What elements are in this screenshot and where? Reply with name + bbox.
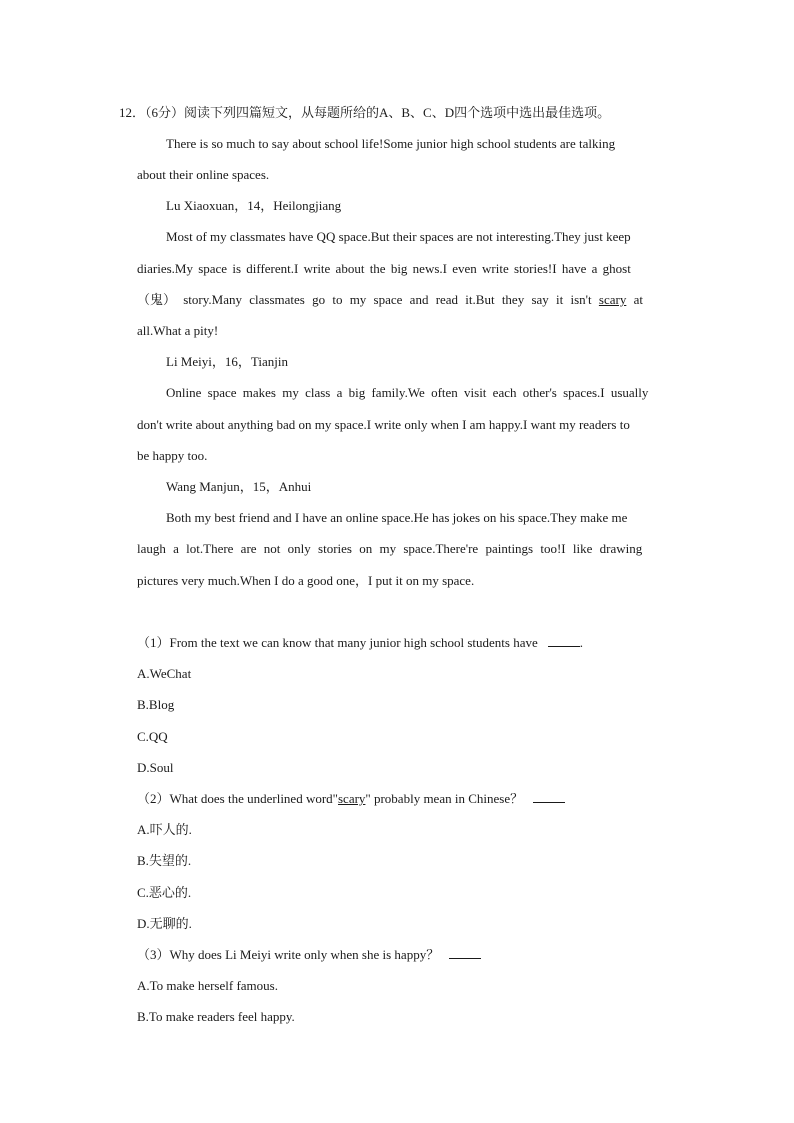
answer-option[interactable]: A.WeChat: [137, 666, 192, 681]
writer-name: Lu Xiaoxuan，14，Heilongjiang: [166, 198, 342, 213]
stem-end: .: [579, 635, 584, 650]
paragraph-line: laugh a lot.There are not only stories on my space.There're paintings too!I like drawing: [137, 541, 643, 556]
stem-text: （3）Why does Li Meiyi write only when she is happy？: [137, 947, 440, 962]
answer-blank[interactable]: [548, 634, 580, 647]
question-stem: [137, 946, 481, 964]
paragraph-line: Both my best friend and I have an online space.He has jokes on his space.They make me: [166, 510, 628, 525]
paragraph-line: don't write about anything bad on my space.I write only when I am happy.I want my readers to: [137, 417, 630, 432]
stem-text: （2）What does the underlined word": [137, 791, 338, 806]
underlined-word: scary: [337, 791, 366, 806]
answer-option[interactable]: D.无聊的.: [137, 916, 192, 931]
intro-text: There is so much to say about school life!Some junior high school students are talking: [166, 136, 616, 151]
passage-intro-line: about their online spaces.: [137, 167, 270, 182]
question-stem: [137, 790, 565, 808]
paragraph-line: pictures very much.When I do a good one，I put it on my space.: [137, 573, 475, 588]
paragraph-line: all.What a pity!: [137, 323, 219, 338]
writer-name: Wang Manjun，15，Anhui: [166, 479, 312, 494]
answer-option[interactable]: B.Blog: [137, 697, 175, 712]
answer-blank[interactable]: [449, 946, 481, 959]
question-stem: [137, 634, 583, 652]
stem-text: " probably mean in Chinese？: [365, 791, 524, 806]
answer-option[interactable]: C.QQ: [137, 729, 168, 744]
writer-name: Li Meiyi，16，Tianjin: [166, 354, 288, 369]
answer-option[interactable]: A.吓人的.: [137, 822, 192, 837]
paragraph-line: Most of my classmates have QQ space.But their spaces are not interesting.They just keep: [166, 229, 631, 244]
answer-option[interactable]: B.失望的.: [137, 853, 192, 868]
question-header: 12．（6分）阅读下列四篇短文，从每题所给的A、B、C、D四个选项中选出最佳选项。: [119, 105, 611, 120]
paragraph-text: at: [626, 292, 643, 307]
answer-blank[interactable]: [533, 790, 565, 803]
underlined-word: scary: [598, 292, 627, 307]
answer-option[interactable]: D.Soul: [137, 760, 174, 775]
answer-option[interactable]: A.To make herself famous.: [137, 978, 278, 993]
stem-text: （1）From the text we can know that many junior high school students have: [137, 635, 538, 650]
paragraph-text: （鬼） story.Many classmates go to my space and read it.But they say it isn't: [137, 292, 592, 307]
passage-intro-line: [166, 135, 673, 153]
paragraph-line: diaries.My space is different.I write about the big news.I even write stories!I have a ghost: [137, 261, 631, 276]
paragraph-line: Online space makes my class a big family.We often visit each other's spaces.I usually: [166, 385, 649, 400]
answer-option[interactable]: C.恶心的.: [137, 885, 192, 900]
paragraph-line: be happy too.: [137, 448, 208, 463]
paragraph-line: [137, 291, 643, 309]
answer-option[interactable]: B.To make readers feel happy.: [137, 1009, 295, 1024]
